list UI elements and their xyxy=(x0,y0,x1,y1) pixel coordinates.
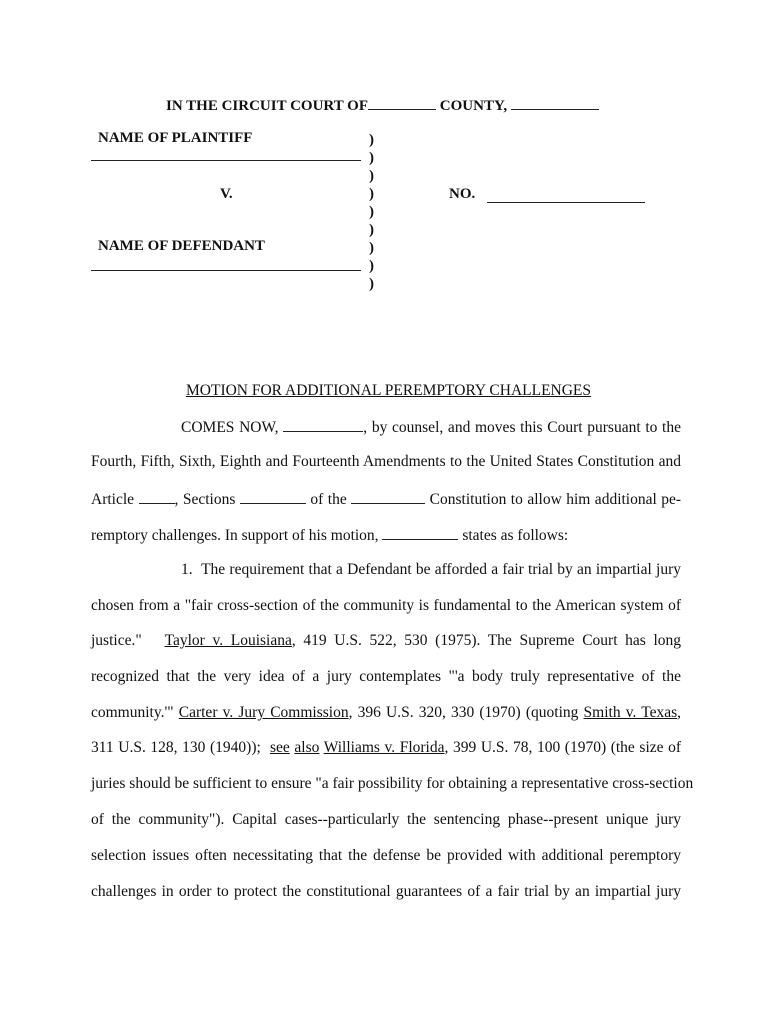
defendant-label: NAME OF DEFENDANT xyxy=(98,238,265,254)
body-text: 311 U.S. 128, 130 (1940)); xyxy=(91,739,261,756)
body-text: Article xyxy=(91,491,135,508)
defendant-name-line xyxy=(91,270,361,271)
constitution-blank xyxy=(351,489,425,504)
body-line-3 xyxy=(91,489,681,509)
caption-paren: ) xyxy=(369,150,374,166)
case-number xyxy=(449,186,475,203)
plaintiff-label: NAME OF PLAINTIFF xyxy=(98,130,253,146)
sections-blank xyxy=(240,489,306,504)
body-line-2: Fourth, Fifth, Sixth, Eighth and Fourteenth Amendments to the United States Constitution and xyxy=(91,453,681,470)
body-line-1 xyxy=(181,417,681,437)
county-blank xyxy=(368,95,436,110)
caption-paren: ) xyxy=(369,132,374,148)
state-blank xyxy=(511,95,599,110)
body-text: The requirement that a Defendant be afforded a fair trial by an impartial jury xyxy=(201,561,681,578)
paragraph-number: 1. xyxy=(181,561,193,578)
body-line-10 xyxy=(91,739,681,757)
movant-blank xyxy=(382,525,458,540)
case-citation: Williams v. Florida xyxy=(323,739,445,756)
body-line-9 xyxy=(91,704,681,722)
body-line-14: challenges in order to protect the constitutional guarantees of a fair trial by an impartial jury xyxy=(91,883,681,900)
body-text: Constitution to allow him additional pe- xyxy=(429,491,682,508)
signal-word: see xyxy=(270,739,290,756)
body-text: justice." xyxy=(91,632,142,649)
versus-label: V. xyxy=(220,186,233,202)
caption-paren: ) xyxy=(369,168,374,184)
body-line-13: selection issues often necessitating that the defense be provided with additional peremptory xyxy=(91,847,681,864)
case-citation: Taylor v. Louisiana xyxy=(164,632,292,649)
comes-now-text: COMES NOW, xyxy=(181,419,279,436)
caption-paren: ) xyxy=(369,222,374,238)
county-label: COUNTY, xyxy=(439,98,508,114)
body-line-11: juries should be sufficient to ensure "a fair possibility for obtaining a representative cross-section xyxy=(91,775,694,792)
body-line-7 xyxy=(91,632,681,650)
case-number-line xyxy=(487,202,645,203)
case-no-label: NO. xyxy=(449,186,476,202)
caption-paren: ) xyxy=(369,258,374,274)
body-line-4 xyxy=(91,525,568,545)
body-text: of the xyxy=(310,491,347,508)
body-line-6: chosen from a "fair cross-section of the community is fundamental to the American system of xyxy=(91,597,681,614)
body-text: community.'" xyxy=(91,704,174,721)
court-heading xyxy=(166,95,599,115)
court-prefix: IN THE CIRCUIT COURT OF xyxy=(166,98,369,114)
body-line-5 xyxy=(181,561,681,579)
party-blank xyxy=(283,417,363,432)
body-text: , 419 U.S. 522, 530 (1975). The Supreme Court has long xyxy=(291,632,682,649)
body-text: , 399 U.S. 78, 100 (1970) (the size of xyxy=(444,739,682,756)
body-text: , 396 U.S. 320, 330 (1970) (quoting xyxy=(348,704,579,721)
body-line-12: of the community"). Capital cases--particularly the sentencing phase--present unique jury xyxy=(91,811,681,828)
article-blank xyxy=(139,489,175,504)
caption-paren: ) xyxy=(369,186,374,202)
caption-paren: ) xyxy=(369,204,374,220)
case-citation: Smith v. Texas xyxy=(583,704,678,721)
case-citation: Carter v. Jury Commission xyxy=(178,704,349,721)
plaintiff-name-line xyxy=(91,160,361,161)
body-text: , Sections xyxy=(174,491,236,508)
caption-paren: ) xyxy=(369,276,374,292)
body-text: remptory challenges. In support of his motion, xyxy=(91,527,379,544)
body-text: , xyxy=(677,704,682,721)
body-line-8: recognized that the very idea of a jury contemplates "'a body truly representative of the xyxy=(91,668,681,685)
signal-word: also xyxy=(294,739,320,756)
body-text: , by counsel, and moves this Court pursuant to the xyxy=(363,419,681,436)
caption-paren: ) xyxy=(369,240,374,256)
body-text: states as follows: xyxy=(462,527,569,544)
motion-title: MOTION FOR ADDITIONAL PEREMPTORY CHALLENGES xyxy=(186,382,592,399)
